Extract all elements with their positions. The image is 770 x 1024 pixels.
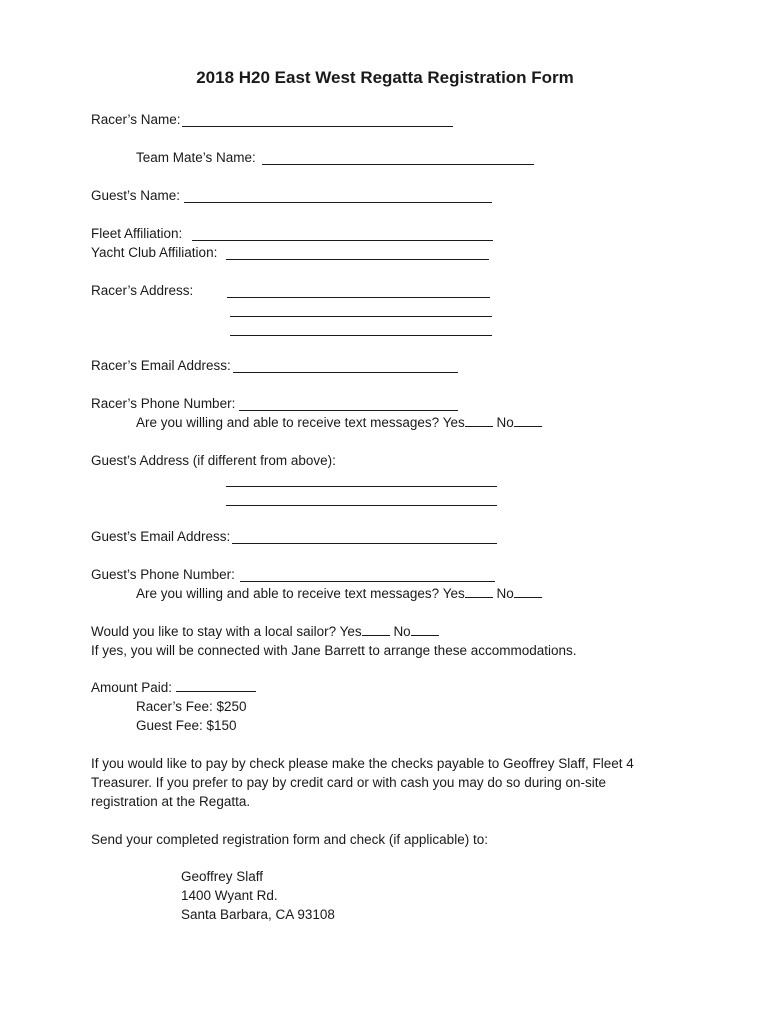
racer-email-field[interactable]	[233, 372, 458, 373]
racer-address-line-2[interactable]	[230, 316, 492, 317]
racer-text-no-field[interactable]	[514, 413, 542, 427]
guest-text-no-field[interactable]	[514, 584, 542, 598]
guest-email-label: Guest’s Email Address:	[91, 529, 231, 544]
amount-paid-row	[91, 678, 256, 697]
racer-phone-label: Racer’s Phone Number:	[91, 396, 236, 411]
send-to-intro: Send your completed registration form and check (if applicable) to:	[91, 832, 488, 847]
racer-text-no-label: No	[496, 415, 514, 430]
form-title: 2018 H20 East West Regatta Registration Form	[196, 68, 574, 87]
stay-no-label: No	[393, 624, 411, 639]
yacht-club-affiliation-label: Yacht Club Affiliation:	[91, 245, 218, 260]
racer-phone-field[interactable]	[239, 410, 458, 411]
guest-text-question-label: Are you willing and able to receive text messages?	[136, 586, 440, 601]
stay-question	[91, 622, 439, 641]
send-to-name: Geoffrey Slaff	[181, 869, 264, 884]
racer-name-field[interactable]	[182, 126, 453, 127]
team-mate-name-field[interactable]	[262, 164, 534, 165]
fleet-affiliation-label: Fleet Affiliation:	[91, 226, 183, 241]
guest-text-question	[136, 584, 542, 603]
guest-text-no-label: No	[496, 586, 514, 601]
guest-email-field[interactable]	[232, 543, 497, 544]
guest-text-yes-field[interactable]	[465, 584, 493, 598]
racer-name-label: Racer’s Name:	[91, 112, 181, 127]
racer-email-label: Racer’s Email Address:	[91, 358, 231, 373]
team-mate-name-label: Team Mate’s Name:	[136, 150, 256, 165]
guest-address-line-2[interactable]	[226, 505, 497, 506]
send-to-street: 1400 Wyant Rd.	[181, 888, 278, 903]
racer-address-line-1[interactable]	[227, 297, 490, 298]
stay-no-field[interactable]	[411, 622, 439, 636]
stay-yes-field[interactable]	[362, 622, 390, 636]
guest-name-field[interactable]	[184, 202, 492, 203]
racer-address-line-3[interactable]	[230, 335, 492, 336]
guest-fee: Guest Fee: $150	[136, 718, 237, 733]
racer-text-question	[136, 413, 542, 432]
racer-text-question-label: Are you willing and able to receive text messages?	[136, 415, 440, 430]
guest-address-line-1[interactable]	[226, 486, 497, 487]
guest-text-yes-label: Yes	[442, 586, 465, 601]
guest-name-label: Guest’s Name:	[91, 188, 181, 203]
guest-phone-field[interactable]	[240, 581, 495, 582]
amount-paid-label: Amount Paid:	[91, 680, 173, 695]
guest-address-label: Guest’s Address (if different from above):	[91, 453, 336, 468]
guest-phone-label: Guest’s Phone Number:	[91, 567, 235, 582]
racer-text-yes-field[interactable]	[465, 413, 493, 427]
send-to-city: Santa Barbara, CA 93108	[181, 907, 335, 922]
payment-text-line-1: If you would like to pay by check please make the checks payable to Geoffrey Slaff, Fleet 4	[91, 756, 634, 771]
amount-paid-field[interactable]	[176, 678, 256, 692]
racer-fee: Racer’s Fee: $250	[136, 699, 247, 714]
yacht-club-affiliation-field[interactable]	[226, 259, 489, 260]
stay-question-label: Would you like to stay with a local sailor?	[91, 624, 337, 639]
racer-address-label: Racer’s Address:	[91, 283, 194, 298]
payment-text-line-3: registration at the Regatta.	[91, 794, 251, 809]
fleet-affiliation-field[interactable]	[192, 240, 493, 241]
stay-note: If yes, you will be connected with Jane Barrett to arrange these accommodations.	[91, 643, 577, 658]
stay-yes-label: Yes	[339, 624, 362, 639]
payment-text-line-2: Treasurer. If you prefer to pay by credit card or with cash you may do so during on-site	[91, 775, 606, 790]
racer-text-yes-label: Yes	[442, 415, 465, 430]
